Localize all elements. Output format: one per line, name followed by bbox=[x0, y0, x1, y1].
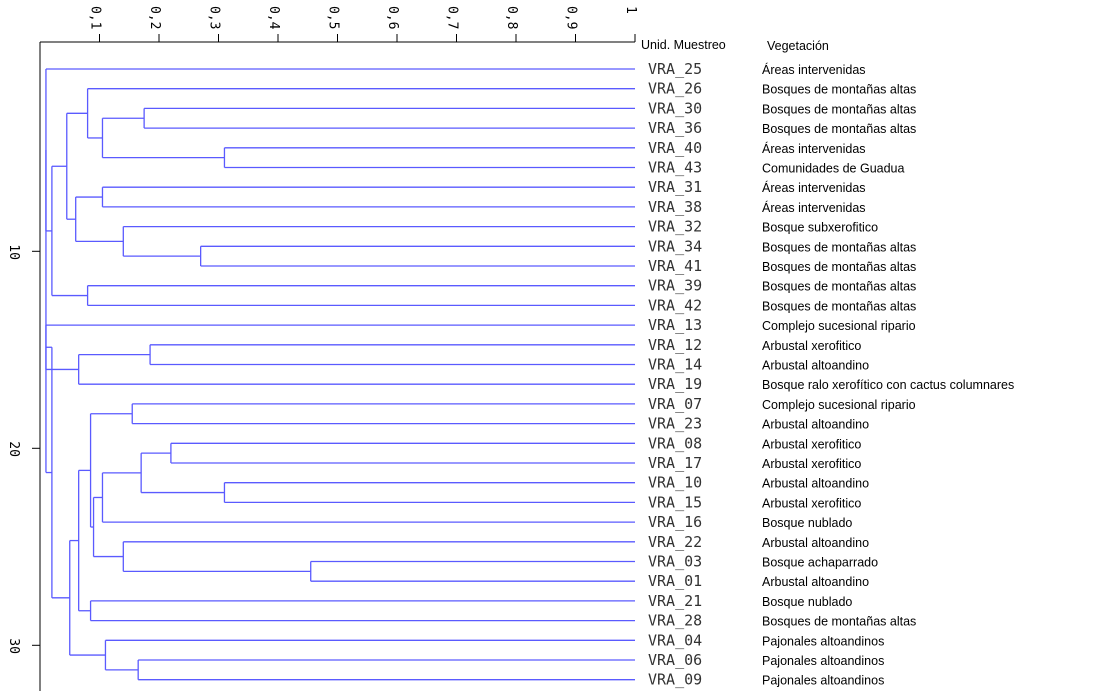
distance-tick-label: 0,9 bbox=[563, 6, 579, 30]
leaf-unit-label: VRA_19 bbox=[648, 375, 703, 394]
row-tick-label: 10 bbox=[6, 244, 21, 260]
row-tick-label: 30 bbox=[6, 638, 21, 654]
leaf-unit-label: VRA_22 bbox=[648, 532, 703, 551]
leaf-vegetation-label: Pajonales altoandinos bbox=[762, 654, 885, 668]
leaf-vegetation-label: Arbustal xerofitico bbox=[762, 338, 862, 353]
leaf-vegetation-label: Áreas intervenidas bbox=[762, 63, 866, 77]
leaf-vegetation-label: Bosques de montañas altas bbox=[762, 122, 917, 137]
dendrogram-tree bbox=[46, 69, 635, 680]
leaf-vegetation-label: Bosque subxerofitico bbox=[762, 220, 879, 235]
distance-tick-label: 0,4 bbox=[266, 6, 281, 30]
leaf-unit-label: VRA_23 bbox=[648, 414, 703, 433]
distance-tick-label: 0,1 bbox=[87, 6, 103, 30]
leaf-unit-label: VRA_31 bbox=[648, 178, 703, 197]
leaf-unit-label: VRA_21 bbox=[648, 591, 703, 610]
leaf-unit-label: VRA_14 bbox=[648, 355, 703, 374]
distance-tick-label: 0,8 bbox=[504, 6, 519, 30]
distance-tick-label: 1 bbox=[623, 6, 638, 14]
leaf-vegetation-label: Arbustal altoandino bbox=[762, 476, 870, 491]
leaf-vegetation-label: Complejo sucesional ripario bbox=[762, 319, 916, 334]
leaf-unit-label: VRA_43 bbox=[648, 158, 703, 177]
row-tick-label: 20 bbox=[6, 441, 21, 457]
distance-tick-label: 0,3 bbox=[206, 6, 222, 30]
leaf-unit-label: VRA_30 bbox=[648, 99, 703, 118]
leaf-vegetation-label: Arbustal altoandino bbox=[762, 575, 870, 590]
leaf-unit-label: VRA_36 bbox=[648, 119, 703, 138]
leaf-unit-label: VRA_15 bbox=[648, 493, 703, 512]
leaf-labels bbox=[648, 60, 1014, 689]
leaf-vegetation-label: Arbustal xerofitico bbox=[762, 457, 862, 471]
distance-tick-label: 0,6 bbox=[385, 6, 400, 30]
leaf-vegetation-label: Bosques de montañas altas bbox=[762, 614, 917, 629]
leaf-unit-label: VRA_41 bbox=[648, 257, 703, 275]
leaf-vegetation-label: Áreas intervenidas bbox=[762, 181, 866, 196]
leaf-vegetation-label: Pajonales altoandinos bbox=[762, 634, 885, 649]
leaf-vegetation-label: Bosques de montañas altas bbox=[762, 260, 917, 274]
leaf-unit-label: VRA_39 bbox=[648, 276, 703, 295]
leaf-unit-label: VRA_09 bbox=[648, 670, 703, 689]
leaf-vegetation-label: Áreas intervenidas bbox=[762, 200, 866, 215]
leaf-vegetation-label: Arbustal xerofitico bbox=[762, 496, 862, 511]
leaf-vegetation-label: Bosques de montañas altas bbox=[762, 299, 917, 314]
leaf-unit-label: VRA_28 bbox=[648, 611, 703, 630]
distance-tick-label: 0,2 bbox=[147, 6, 162, 30]
leaf-unit-label: VRA_12 bbox=[648, 335, 703, 354]
distance-tick-label: 0,7 bbox=[444, 6, 460, 30]
leaf-vegetation-label: Bosque nublado bbox=[762, 516, 853, 531]
leaf-vegetation-label: Arbustal altoandino bbox=[762, 417, 870, 432]
leaf-vegetation-label: Bosque nublado bbox=[762, 594, 853, 609]
leaf-unit-label: VRA_10 bbox=[648, 473, 703, 492]
leaf-unit-label: VRA_03 bbox=[648, 552, 703, 571]
leaf-vegetation-label: Bosques de montañas altas bbox=[762, 82, 917, 97]
leaf-unit-label: VRA_08 bbox=[648, 434, 703, 453]
leaf-unit-label: VRA_04 bbox=[648, 631, 703, 650]
leaf-unit-label: VRA_06 bbox=[648, 651, 703, 669]
leaf-vegetation-label: Bosques de montañas altas bbox=[762, 102, 917, 117]
leaf-vegetation-label: Áreas intervenidas bbox=[762, 141, 866, 156]
leaf-vegetation-label: Comunidades de Guadua bbox=[762, 161, 905, 176]
leaf-unit-label: VRA_25 bbox=[648, 60, 703, 78]
leaf-vegetation-label: Bosque ralo xerofítico con cactus columnares bbox=[762, 378, 1015, 393]
leaf-vegetation-label: Pajonales altoandinos bbox=[762, 673, 885, 688]
leaf-vegetation-label: Arbustal xerofitico bbox=[762, 437, 862, 452]
leaf-unit-label: VRA_32 bbox=[648, 217, 703, 236]
leaf-unit-label: VRA_34 bbox=[648, 237, 703, 256]
distance-tick-label: 0,5 bbox=[325, 6, 341, 30]
vegetation-column-header: Vegetación bbox=[767, 39, 829, 53]
leaf-vegetation-label: Arbustal altoandino bbox=[762, 535, 870, 550]
leaf-unit-label: VRA_13 bbox=[648, 316, 703, 335]
leaf-unit-label: VRA_01 bbox=[648, 572, 703, 591]
leaf-vegetation-label: Bosques de montañas altas bbox=[762, 279, 917, 294]
leaf-unit-label: VRA_42 bbox=[648, 296, 703, 315]
row-axis bbox=[6, 42, 40, 691]
leaf-vegetation-label: Complejo sucesional ripario bbox=[762, 397, 916, 412]
unit-column-header: Unid. Muestreo bbox=[641, 38, 726, 52]
leaf-vegetation-label: Arbustal altoandino bbox=[762, 358, 870, 373]
leaf-unit-label: VRA_17 bbox=[648, 454, 703, 472]
leaf-unit-label: VRA_16 bbox=[648, 513, 703, 532]
distance-axis bbox=[40, 6, 638, 42]
leaf-unit-label: VRA_07 bbox=[648, 394, 703, 413]
leaf-unit-label: VRA_26 bbox=[648, 79, 703, 98]
leaf-vegetation-label: Bosques de montañas altas bbox=[762, 240, 917, 255]
leaf-unit-label: VRA_38 bbox=[648, 197, 703, 216]
leaf-unit-label: VRA_40 bbox=[648, 138, 703, 157]
leaf-vegetation-label: Bosque achaparrado bbox=[762, 555, 879, 570]
